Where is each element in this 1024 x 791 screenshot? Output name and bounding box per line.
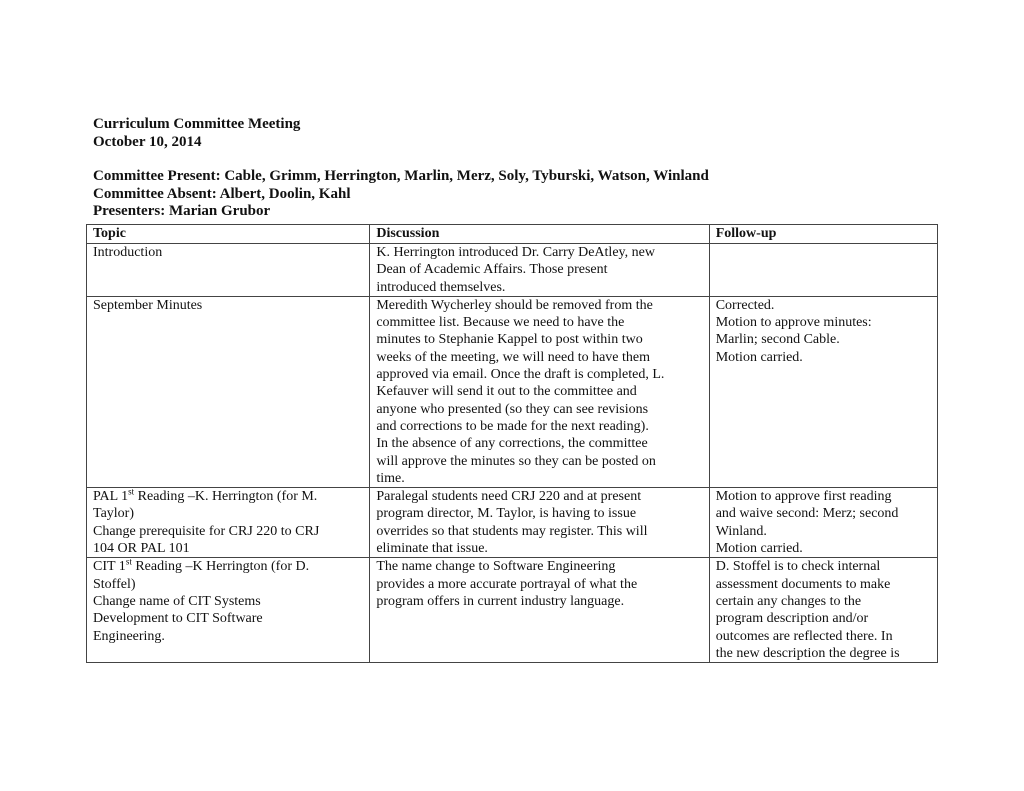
cell-line: Introduction [93,245,163,260]
cell-line: program director, M. Taylor, is having to issue [376,506,637,522]
table-row [87,244,938,297]
cell-line: the new description the degree is [715,645,900,661]
cell-line: Marlin; second Cable. [715,332,840,348]
cell-line: approved via email. Once the draft is completed, L. [376,367,665,383]
cell-line: introduced themselves. [376,279,506,295]
cell-line: In the absence of any corrections, the committee [376,436,648,452]
cell-line: Paralegal students need CRJ 220 and at present [376,489,642,505]
cell-line: Motion carried. [715,349,803,365]
cell-line: Engineering. [93,628,165,644]
cell-line: program offers in current industry language. [376,593,625,609]
topic-suffix: Reading –K Herrington (for D. [131,559,310,575]
cell-line: anyone who presented (so they can see revisions [376,401,649,417]
cell-line: assessment documents to make [715,576,891,592]
cell-line: provides a more accurate portrayal of what the [376,576,638,592]
topic-prefix: CIT 1 [93,559,126,575]
topic-cell [87,296,370,487]
meeting-date: October 10, 2014 [93,133,202,150]
cell-line: Corrected. [715,297,775,313]
cell-line: 104 OR PAL 101 [93,541,190,557]
meeting-title: Curriculum Committee Meeting [93,116,301,132]
column-header-followup: Follow-up [709,225,937,244]
cell-line [93,558,363,575]
ordinal-suffix: st [125,556,132,567]
ordinal-suffix: st [128,486,135,497]
column-header-discussion: Discussion [370,225,709,244]
topic-suffix: Reading –K. Herrington (for M. [134,489,318,505]
cell-line: certain any changes to the [715,593,862,609]
cell-line: and waive second: Merz; second [715,506,899,522]
cell-line: overrides so that students may register. This will [376,523,648,539]
cell-line: Winland. [715,523,767,539]
cell-line: Stoffel) [93,576,136,592]
table-row [87,558,938,663]
topic-cell [87,244,370,297]
table-header-row [87,225,938,244]
followup-cell [709,488,937,558]
cell-line: program description and/or [715,611,869,627]
cell-line: Kefauver will send it out to the committee and [376,384,637,400]
table-row [87,296,938,487]
cell-line: eliminate that issue. [376,541,488,557]
meeting-header [93,116,709,221]
discussion-cell [370,558,709,663]
cell-line: outcomes are reflected there. In [715,628,893,644]
cell-line: Taylor) [93,506,135,522]
cell-line: K. Herrington introduced Dr. Carry DeAtley, new [376,245,655,260]
cell-line: The name change to Software Engineering [376,559,616,575]
cell-line: committee list. Because we need to have the [376,315,625,331]
committee-present: Committee Present: Cable, Grimm, Herrington, Marlin, Merz, Soly, Tyburski, Watson, Winland [93,168,709,184]
cell-line: Meredith Wycherley should be removed from the [376,297,653,313]
cell-line: Motion to approve first reading [715,489,892,505]
cell-line: Change prerequisite for CRJ 220 to CRJ [93,523,320,539]
discussion-cell [370,244,709,297]
committee-absent: Committee Absent: Albert, Doolin, Kahl [93,185,351,202]
cell-line: Motion carried. [715,541,803,557]
cell-line: Motion to approve minutes: [715,315,872,331]
column-header-topic: Topic [87,225,370,244]
cell-line: minutes to Stephanie Kappel to post within two [376,332,643,348]
topic-cell [87,488,370,558]
cell-line [93,488,363,505]
table-row [87,488,938,558]
cell-line: Dean of Academic Affairs. Those present [376,262,608,278]
header-spacer [93,151,709,168]
topic-cell [87,558,370,663]
cell-line: September Minutes [93,297,203,313]
followup-cell [709,244,937,297]
cell-line: and corrections to be made for the next reading). [376,418,649,434]
presenters: Presenters: Marian Grubor [93,203,271,219]
cell-line: weeks of the meeting, we will need to have them [376,349,651,365]
cell-line: Change name of CIT Systems [93,593,261,609]
cell-line: D. Stoffel is to check internal [715,559,881,575]
cell-line: Development to CIT Software [93,611,263,627]
discussion-cell [370,296,709,487]
followup-cell [709,558,937,663]
cell-line: will approve the minutes so they can be posted on [376,453,656,469]
topic-prefix: PAL 1 [93,489,129,505]
followup-cell [709,296,937,487]
discussion-cell [370,488,709,558]
cell-line: time. [376,470,405,486]
minutes-table [86,224,938,663]
